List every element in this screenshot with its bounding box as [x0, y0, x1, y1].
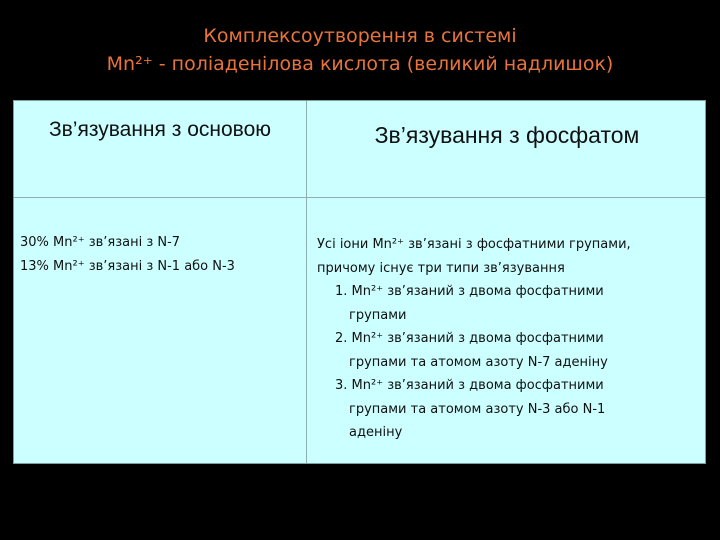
base-binding-line: 13% Mn²⁺ зв’язані з N-1 або N-3	[20, 259, 235, 274]
phosphate-binding-cell	[317, 233, 701, 445]
base-binding-line: 30% Mn²⁺ зв’язані з N-7	[20, 235, 181, 250]
binding-type-1: 1. Mn²⁺ зв’язаний з двома фосфатними	[335, 284, 604, 299]
phosphate-intro-line: Усі іони Mn²⁺ зв’язані з фосфатними групами,	[317, 237, 631, 252]
title-line-1: Комплексоутворення в системі	[203, 25, 517, 47]
base-binding-cell	[20, 231, 300, 279]
binding-type-2: 2. Mn²⁺ зв’язаний з двома фосфатними	[335, 331, 604, 346]
comparison-table	[13, 100, 706, 464]
column-divider	[306, 101, 307, 463]
header-phosphate-binding: Зв’язування з фосфатом	[374, 122, 640, 148]
slide-title	[0, 22, 720, 78]
title-line-2: Mn²⁺ - поліаденілова кислота (великий надлишок)	[106, 53, 614, 75]
phosphate-intro-line: причому існує три типи зв’язування	[317, 260, 565, 276]
row-divider	[14, 197, 705, 198]
binding-type-2-cont: групами та атомом азоту N-7 аденіну	[349, 354, 608, 370]
binding-type-3: 3. Mn²⁺ зв’язаний з двома фосфатними	[335, 378, 604, 393]
binding-type-3-cont: групами та атомом азоту N-3 або N-1	[349, 401, 606, 417]
binding-type-1-cont: групами	[349, 307, 407, 323]
binding-type-3-cont2: аденіну	[349, 425, 403, 440]
header-base-binding: Зв’язування з основою	[48, 118, 272, 141]
